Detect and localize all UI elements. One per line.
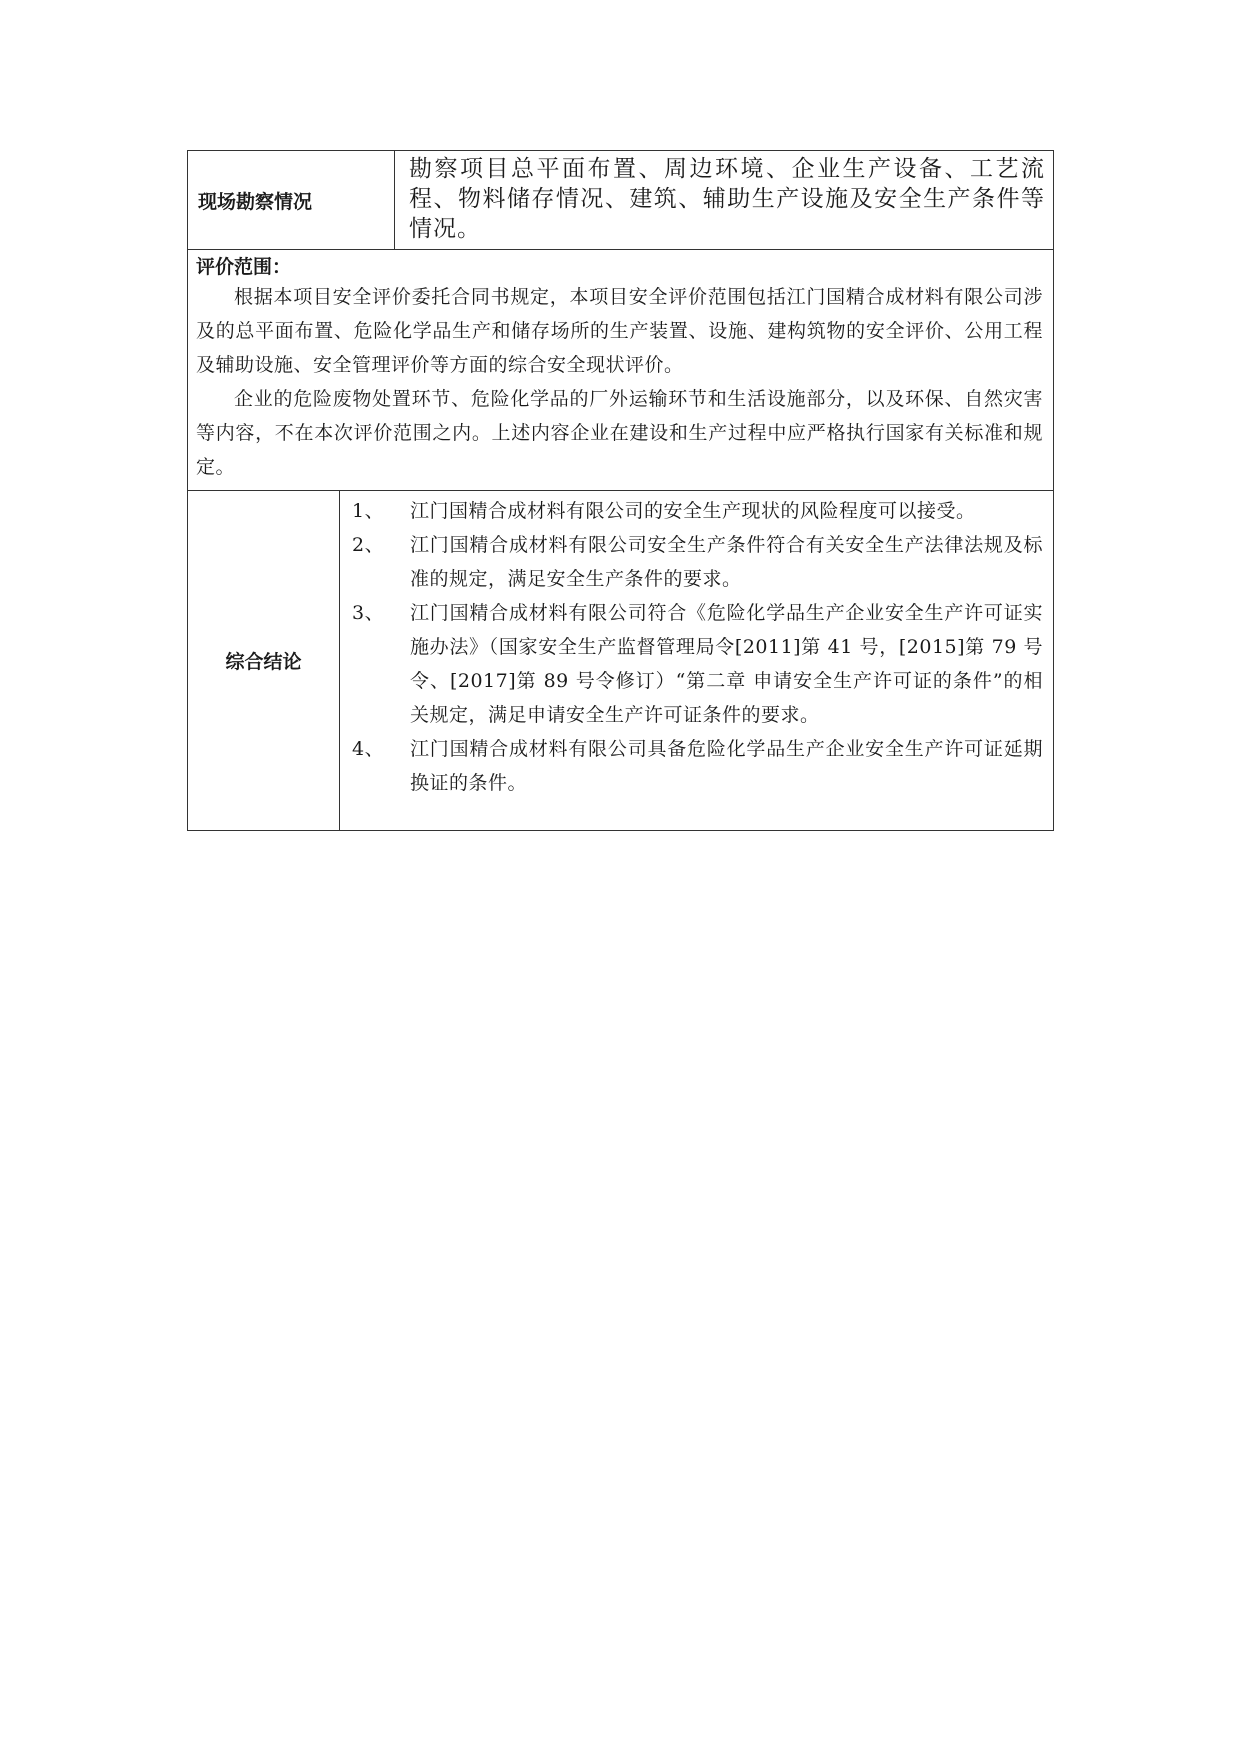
- conclusion-content: [340, 491, 1053, 830]
- conclusion-item-number: 3、: [352, 602, 385, 624]
- conclusion-item: [352, 596, 1043, 732]
- scope-paragraph: 企业的危险废物处置环节、危险化学品的厂外运输环节和生活设施部分，以及环保、自然灾害等内容，不在本次评价范围之内。上述内容企业在建设和生产过程中应严格执行国家有关标准和规定。: [196, 388, 1043, 478]
- survey-label: 现场勘察情况: [188, 151, 395, 249]
- survey-row: [188, 151, 1053, 249]
- scope-paragraph: 根据本项目安全评价委托合同书规定，本项目安全评价范围包括江门国精合成材料有限公司涉及的总平面布置、危险化学品生产和储存场所的生产装置、设施、建构筑物的安全评价、公用工程及辅助设施、安全管理评价等方面的综合安全现状评价。: [196, 286, 1043, 376]
- evaluation-table: [187, 150, 1054, 831]
- conclusion-label: 综合结论: [188, 491, 340, 830]
- scope-row: [188, 249, 1053, 490]
- conclusion-item-text: 江门国精合成材料有限公司符合《危险化学品生产企业安全生产许可证实施办法》（国家安全生产监督管理局令[2011]第 41 号，[2015]第 79 号令、[2017]第 89 号令修订）“第二章 申请安全生产许可证的条件”的相关规定，满足申请安全生产许可证条件的要求。: [410, 602, 1043, 726]
- conclusion-item: [352, 494, 1043, 528]
- conclusion-item-number: 1、: [352, 500, 385, 522]
- conclusion-item-text: 江门国精合成材料有限公司具备危险化学品生产企业安全生产许可证延期换证的条件。: [410, 738, 1043, 794]
- conclusion-item: [352, 732, 1043, 800]
- conclusion-item-number: 4、: [352, 738, 385, 760]
- conclusion-item-number: 2、: [352, 534, 385, 556]
- conclusion-item: [352, 528, 1043, 596]
- conclusion-item-text: 江门国精合成材料有限公司安全生产条件符合有关安全生产法律法规及标准的规定，满足安全生产条件的要求。: [410, 534, 1043, 590]
- survey-content: 勘察项目总平面布置、周边环境、企业生产设备、工艺流程、物料储存情况、建筑、辅助生产设施及安全生产条件等情况。: [409, 156, 1045, 242]
- scope-title: 评价范围：: [196, 256, 292, 278]
- conclusion-row: [188, 490, 1053, 830]
- conclusion-item-text: 江门国精合成材料有限公司的安全生产现状的风险程度可以接受。: [410, 500, 976, 522]
